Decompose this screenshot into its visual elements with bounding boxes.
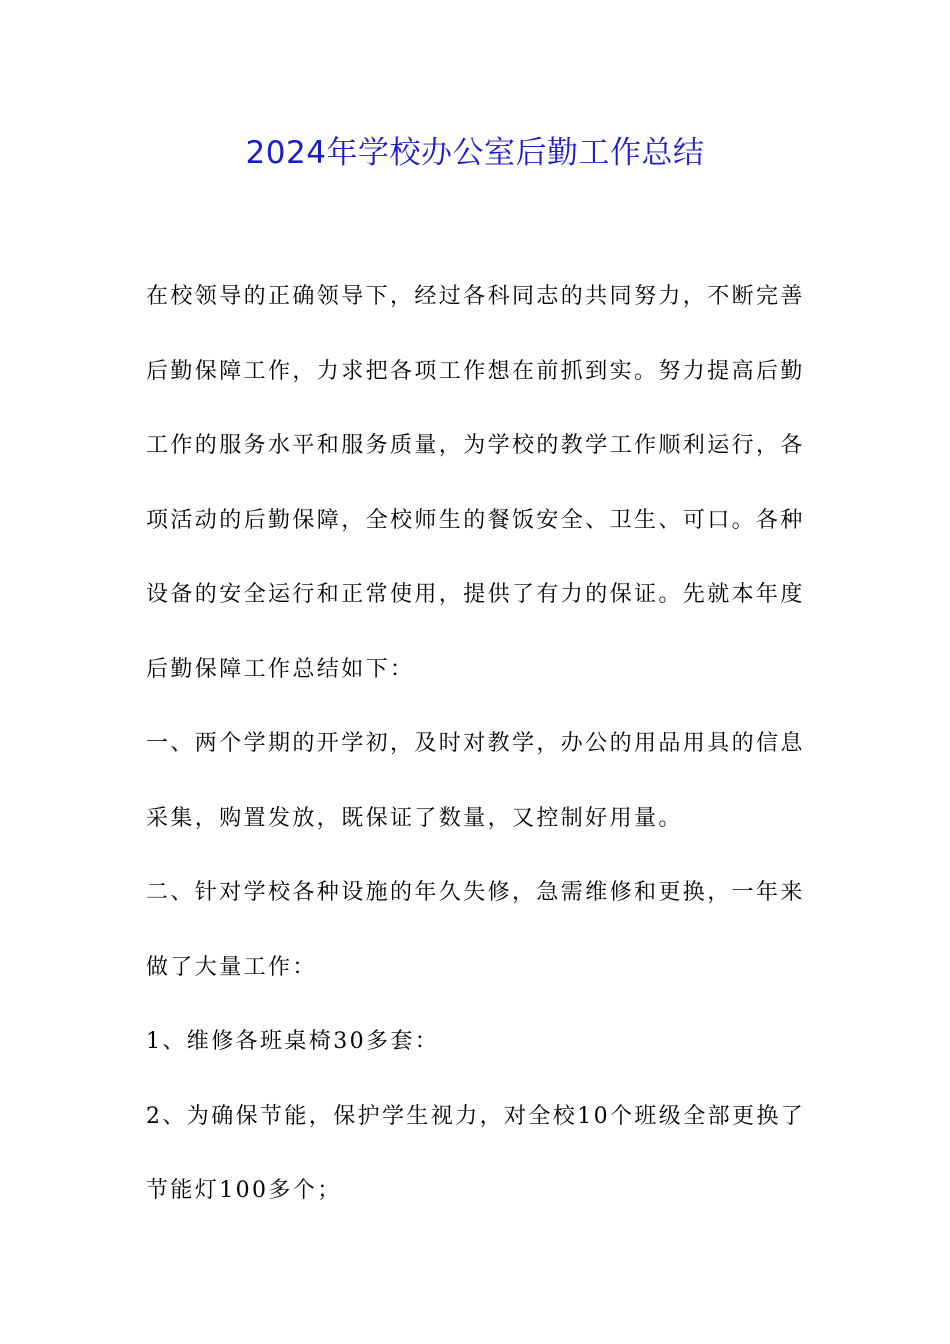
document-title: 2024年学校办公室后勤工作总结 xyxy=(245,135,705,171)
paragraph-subitem-2: 2、为确保节能，保护学生视力，对全校10个班级全部更换了节能灯100多个； xyxy=(146,1103,806,1203)
document-body xyxy=(146,260,806,1229)
paragraph-item-2: 二、针对学校各种设施的年久失修，急需维修和更换，一年来做了大量工作： xyxy=(146,880,805,980)
paragraph-subitem-1: 1、维修各班桌椅30多套： xyxy=(146,1029,440,1054)
paragraph-intro: 在校领导的正确领导下，经过各科同志的共同努力，不断完善后勤保障工作，力求把各项工作想在前抓到实。努力提高后勤工作的服务水平和服务质量，为学校的教学工作顺利运行，各项活动的后勤保障，全校师生的餐饭安全、卫生、可口。各种设备的安全运行和正常使用，提供了有力的保证。先就本年度后勤保障工作总结如下： xyxy=(146,284,805,682)
paragraph-item-1: 一、两个学期的开学初，及时对教学，办公的用品用具的信息采集，购置发放，既保证了数量，又控制好用量。 xyxy=(146,731,805,831)
